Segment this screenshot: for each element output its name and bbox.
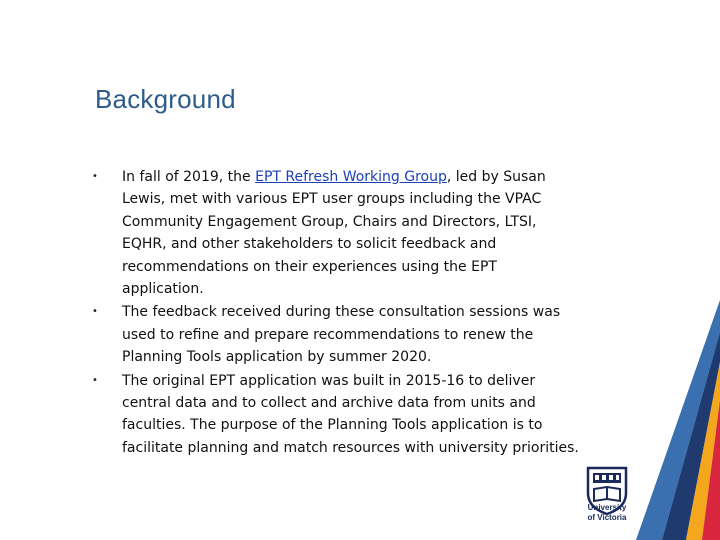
bullet-marker: • [92, 374, 98, 386]
bullet-text-before: In fall of 2019, the [122, 169, 256, 185]
bullet-text-after: , led by Susan Lewis, met with various EPT user groups including the VPAC Community Engagement Group, Chairs and Directors, LTSI, EQHR, and other stakeholders to solicit feedback and recommendations on their experiences using the EPT application. [122, 169, 546, 298]
bullet-item [92, 166, 582, 300]
bullet-item [92, 370, 582, 460]
bullet-marker: • [92, 171, 98, 182]
bullet-marker: • [92, 306, 98, 318]
bullet-item [92, 301, 582, 368]
bullet-list [92, 166, 582, 460]
bullet-text: The original EPT application was built in 2015-16 to deliver central data and to collect and archive data from units and faculties. The purpose of the Planning Tools application is to facilitate planning and match resources with university priorities. [122, 372, 579, 456]
bullet-text: The feedback received during these consultation sessions was used to refine and prepare recommendations to renew the Planning Tools application by summer 2020. [122, 304, 561, 366]
slide-title: Background [95, 84, 236, 114]
logo-line-1: University [587, 503, 627, 512]
logo-line-2: of Victoria [587, 513, 627, 522]
university-logo-text [578, 503, 636, 523]
ept-refresh-link[interactable]: EPT Refresh Working Group [255, 169, 447, 185]
